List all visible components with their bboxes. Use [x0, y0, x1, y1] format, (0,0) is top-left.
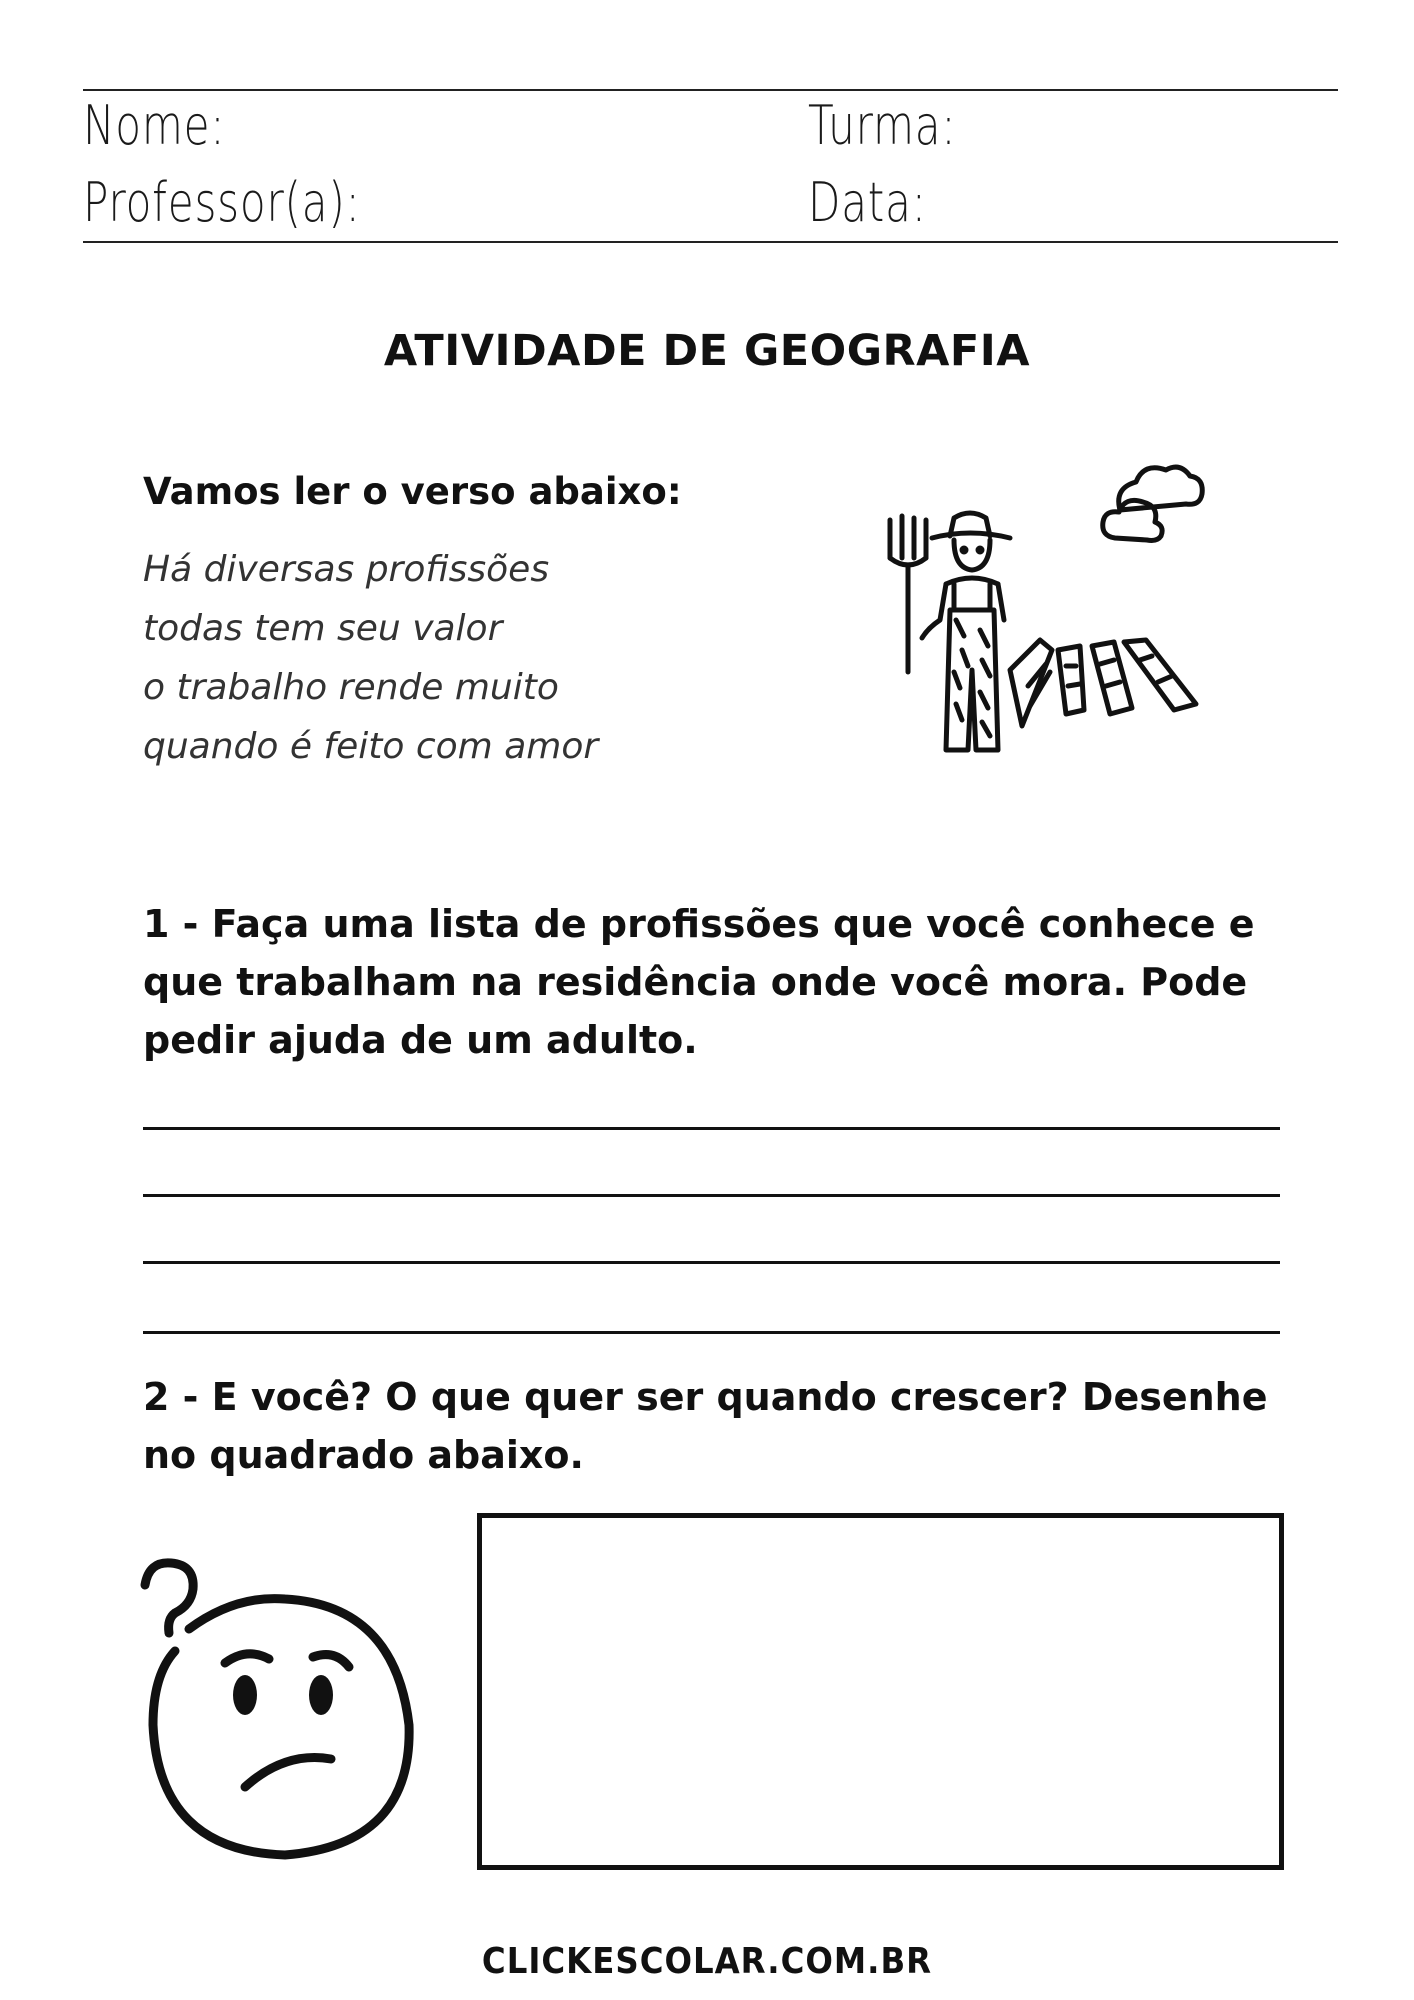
answer-line[interactable]: [143, 1331, 1280, 1334]
verse-line: Há diversas profissões: [143, 549, 550, 590]
question-1: 1 - Faça uma lista de profissões que você conhece e que trabalham na residência onde você mora. Pode pedir ajuda de um adulto.: [143, 902, 1255, 1062]
answer-line[interactable]: [143, 1194, 1280, 1197]
footer-site: CLICKESCOLAR.COM.BR: [481, 1941, 933, 1982]
data-label: Data:: [808, 171, 927, 234]
header-top-rule: [83, 89, 1338, 91]
verse-line: todas tem seu valor: [143, 608, 503, 649]
page-title: ATIVIDADE DE GEOGRAFIA: [383, 326, 1031, 376]
turma-label: Turma:: [808, 94, 957, 157]
question-2: 2 - E você? O que quer ser quando crescer? Desenhe no quadrado abaixo.: [143, 1375, 1268, 1477]
intro-heading: Vamos ler o verso abaixo:: [143, 470, 682, 513]
verse: [143, 540, 598, 776]
professor-label: Professor(a):: [83, 171, 361, 234]
answer-line[interactable]: [143, 1261, 1280, 1264]
drawing-box[interactable]: [477, 1513, 1284, 1870]
farmer-illustration-icon: [870, 460, 1230, 760]
answer-line[interactable]: [143, 1127, 1280, 1130]
verse-line: o trabalho rende muito: [143, 667, 559, 708]
nome-label: Nome:: [83, 94, 226, 157]
header-bottom-rule: [83, 241, 1338, 243]
thinking-face-icon: [135, 1555, 435, 1895]
verse-line: quando é feito com amor: [143, 726, 599, 767]
